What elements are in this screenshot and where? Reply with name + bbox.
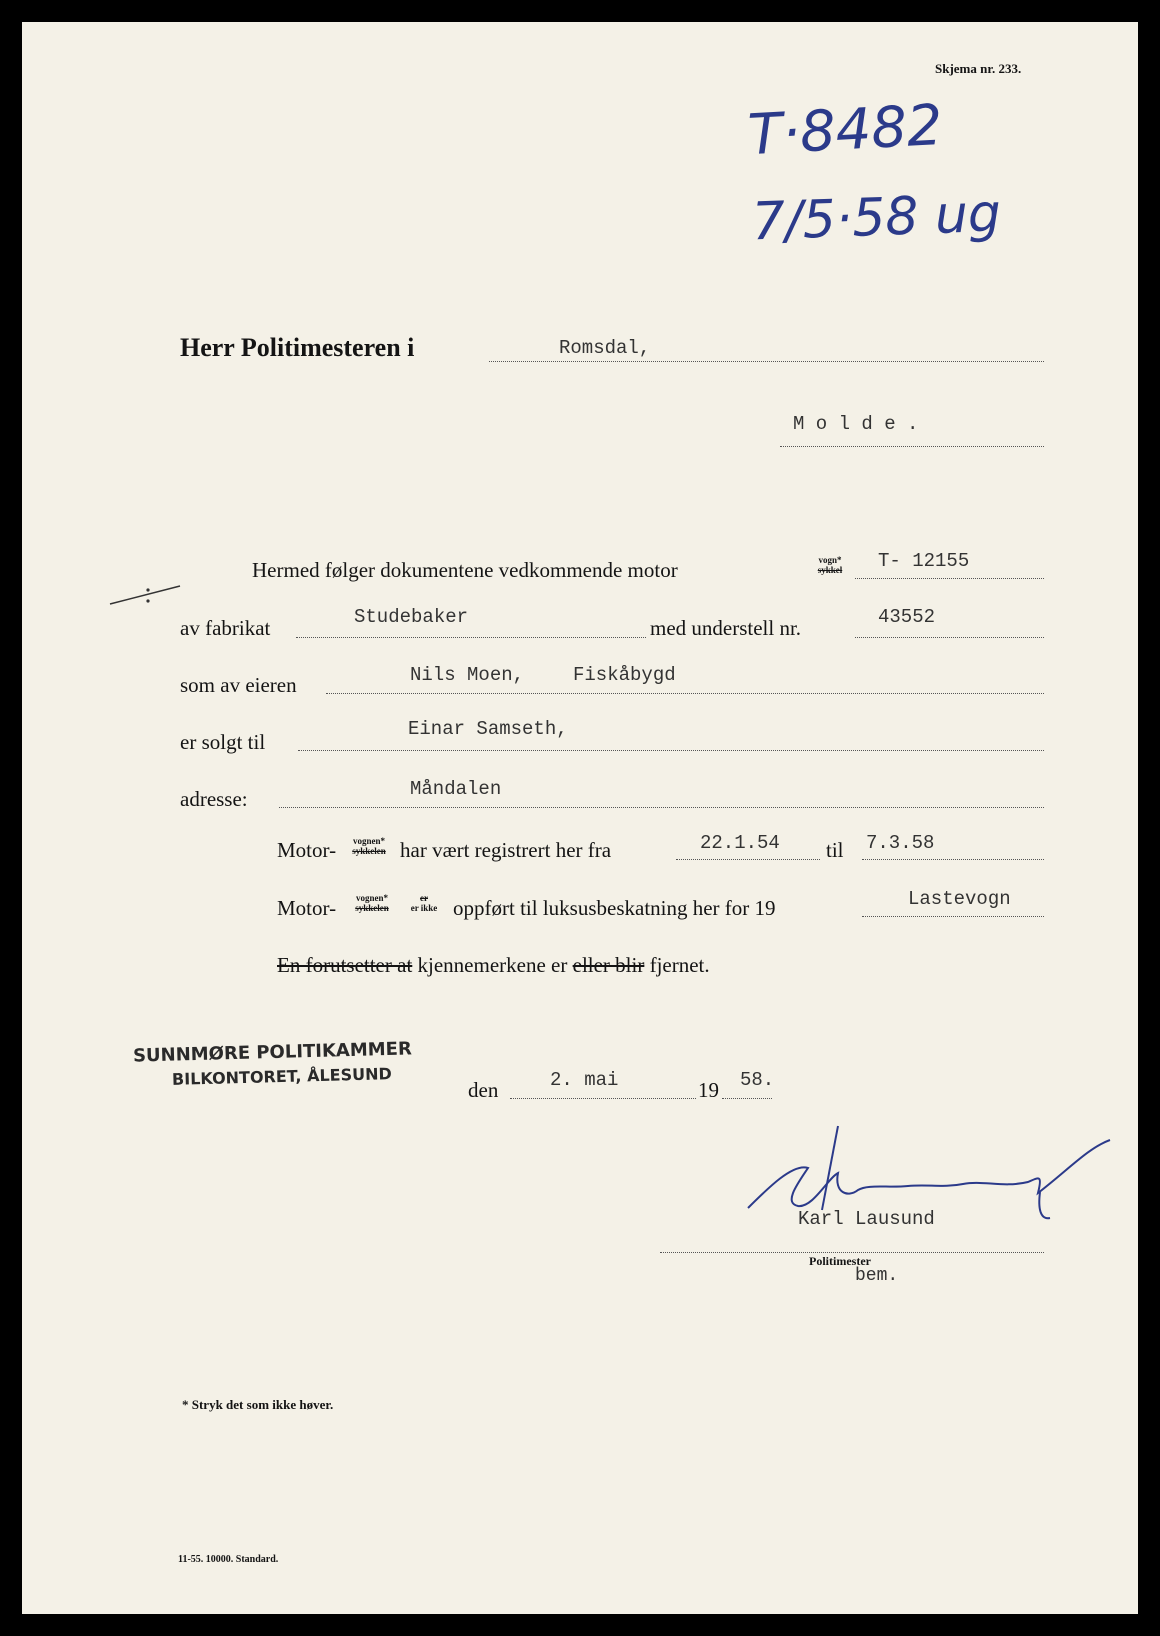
- plates-line: [277, 953, 710, 978]
- intro-option-vogn: vogn*: [818, 555, 842, 565]
- margin-mark: [108, 580, 184, 608]
- luxury-text: oppført til luksusbeskatning her for 19: [453, 896, 776, 920]
- document-page: [22, 22, 1138, 1614]
- signatory-title: Politimester: [809, 1254, 871, 1268]
- fabrikat-value: Studebaker: [354, 606, 469, 628]
- registration-motor-label: Motor-: [277, 838, 337, 862]
- luxury-status-er: er: [420, 893, 428, 903]
- registration-to-date: 7.3.58: [866, 832, 935, 854]
- luxury-option-selector: [347, 893, 397, 913]
- print-info: 11-55. 10000. Standard.: [178, 1554, 279, 1565]
- eier-label: som av eieren: [180, 673, 297, 697]
- registration-text: har vært registrert her fra: [400, 838, 612, 862]
- solgt-label: er solgt til: [180, 730, 266, 754]
- registration-option-selector: [339, 836, 399, 856]
- adresse-value: Måndalen: [410, 778, 502, 800]
- fabrikat-label: av fabrikat: [180, 616, 271, 640]
- intro-option-sykkel: sykkel: [817, 565, 843, 575]
- registration-from-dotted-line: [676, 859, 820, 860]
- plates-struck-prefix: En forutsetter at: [277, 953, 413, 977]
- eier-dotted-line: [326, 693, 1044, 694]
- registration-til-label: til: [826, 838, 844, 862]
- plates-text: kjennemerkene er: [417, 953, 568, 977]
- luxury-status-er-ikke: er ikke: [410, 903, 438, 913]
- year-dotted-line: [722, 1098, 772, 1099]
- handwritten-reference-number: T·8482: [746, 92, 945, 169]
- understell-label: med understell nr.: [650, 616, 802, 640]
- fabrikat-dotted-line: [296, 637, 646, 638]
- form-number: Skjema nr. 233.: [935, 61, 1022, 76]
- luxury-motor-label: Motor-: [277, 896, 337, 920]
- registration-from-date: 22.1.54: [700, 832, 780, 854]
- solgt-dotted-line: [298, 750, 1044, 751]
- solgt-value: Einar Samseth,: [408, 718, 568, 740]
- registration-number: T- 12155: [878, 550, 970, 572]
- city-dotted-line: [780, 446, 1044, 447]
- addressee-label: Herr Politimesteren i: [180, 333, 415, 362]
- plates-struck-option: eller blir: [572, 953, 645, 977]
- luxury-status-selector: [401, 893, 447, 913]
- footnote: * Stryk det som ikke høver.: [182, 1397, 334, 1412]
- eier-value: Nils Moen,: [410, 664, 525, 686]
- luxury-value: Lastevogn: [908, 888, 1011, 910]
- registration-option-sykkelen: sykkelen: [352, 846, 386, 856]
- intro-option-selector: [808, 555, 852, 575]
- luxury-option-sykkelen: sykkelen: [355, 903, 389, 913]
- stamp-line-2: BILKONTORET, ÅLESUND: [171, 1064, 392, 1089]
- adresse-dotted-line: [279, 807, 1044, 808]
- understell-value: 43552: [878, 606, 936, 628]
- registration-option-vognen: vognen*: [352, 836, 385, 846]
- registration-to-dotted-line: [862, 859, 1044, 860]
- date-value: 2. mai: [550, 1069, 619, 1091]
- adresse-label: adresse:: [180, 787, 248, 811]
- addressee-city: M o l d e .: [793, 413, 919, 435]
- signatory-name: Karl Lausund: [798, 1208, 935, 1230]
- signature-dotted-line: [660, 1252, 1044, 1253]
- stamp-line-1: SUNNMØRE POLITIKAMMER: [132, 1038, 413, 1067]
- addressee-district: Romsdal,: [559, 337, 651, 359]
- plates-end: fjernet.: [649, 953, 710, 977]
- addressee-dotted-line: [489, 361, 1044, 362]
- intro-text: Hermed følger dokumentene vedkommende motor: [252, 558, 678, 582]
- registration-dotted-line: [855, 578, 1044, 579]
- handwritten-reference-date: 7/5·58 ug: [751, 183, 1002, 253]
- eier-place: Fiskåbygd: [573, 664, 676, 686]
- date-year-prefix: 19: [698, 1078, 719, 1102]
- luxury-dotted-line: [862, 916, 1044, 917]
- date-year-suffix: 58.: [740, 1069, 775, 1091]
- understell-dotted-line: [855, 637, 1044, 638]
- luxury-option-vognen: vognen*: [355, 893, 388, 903]
- date-dotted-line: [510, 1098, 696, 1099]
- signatory-bem: bem.: [855, 1266, 899, 1286]
- date-den-label: den: [468, 1078, 499, 1102]
